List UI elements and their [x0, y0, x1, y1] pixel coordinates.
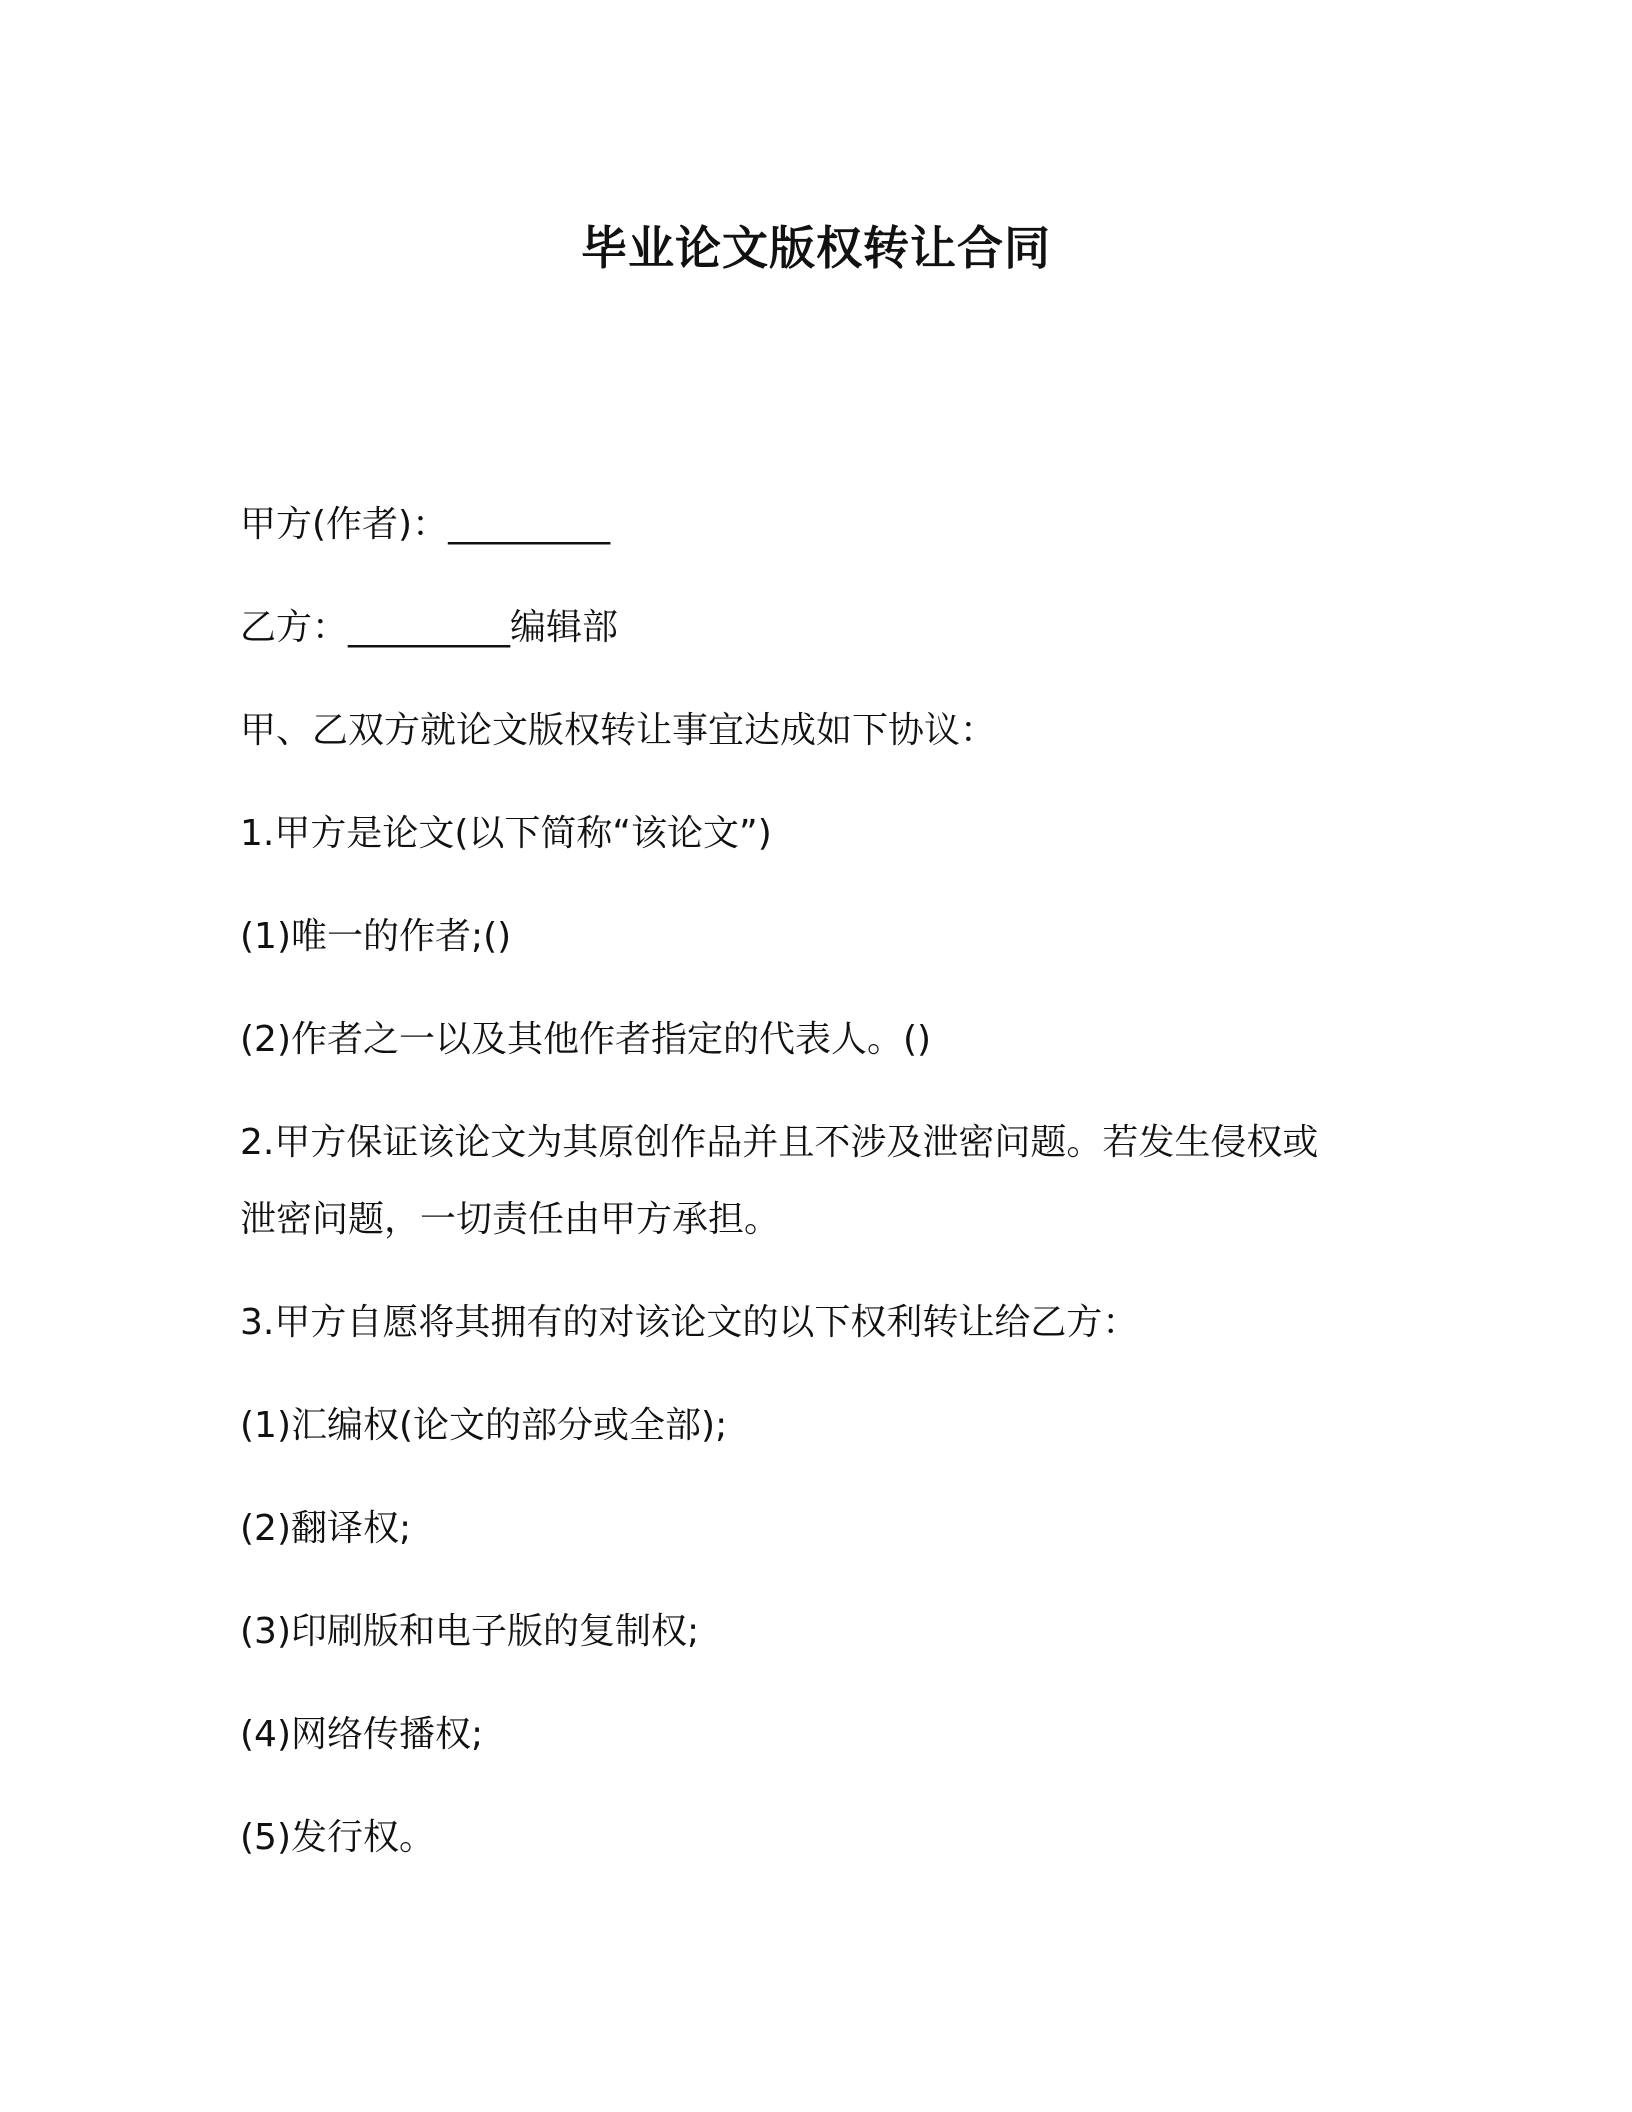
agreement-intro: 甲、乙双方就论文版权转让事宜达成如下协议： [240, 710, 997, 751]
clause-3-item-5: (5)发行权。 [240, 1817, 435, 1858]
clause-3-item-3: (3)印刷版和电子版的复制权; [240, 1611, 700, 1652]
clause-1: 1.甲方是论文(以下简称“该论文”) [240, 813, 772, 854]
document-title: 毕业论文版权转让合同 [581, 221, 1051, 275]
clause-3-item-1: (1)汇编权(论文的部分或全部); [240, 1405, 728, 1446]
clause-1-item-1: (1)唯一的作者;() [240, 916, 512, 957]
party-b-line: 乙方：_________编辑部 [240, 607, 619, 648]
clause-1-item-2: (2)作者之一以及其他作者指定的代表人。() [240, 1019, 932, 1060]
clause-3-item-2: (2)翻译权; [240, 1508, 412, 1549]
clause-3-item-4: (4)网络传播权; [240, 1714, 484, 1755]
clause-3: 3.甲方自愿将其拥有的对该论文的以下权利转让给乙方： [240, 1302, 1139, 1343]
clause-2: 2.甲方保证该论文为其原创作品并且不涉及泄密问题。若发生侵权或 [240, 1122, 1319, 1163]
party-a-line: 甲方(作者)：_________ [240, 504, 611, 545]
clause-2-continued: 泄密问题，一切责任由甲方承担。 [240, 1199, 781, 1240]
